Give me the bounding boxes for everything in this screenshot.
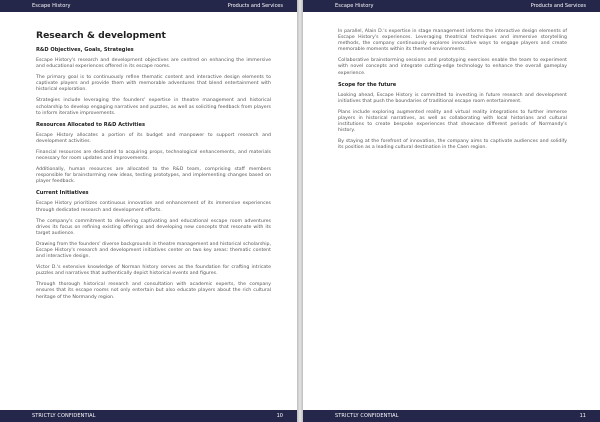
heading-objectives: R&D Objectives, Goals, Strategies [36, 47, 134, 53]
heading-resources: Resources Allocated to R&D Activities [36, 121, 145, 128]
paragraph: Additionally, human resources are allocated to the R&D team, comprising staff members responsible for brainstorming new ideas, testing prototypes, and implementing changes based on player feedback. [36, 167, 271, 185]
paragraph: The primary goal is to continuously refine thematic content and interactive design elements to captivate players and provide them with memorable adventures that blend entertainment with historical exploration. [36, 75, 271, 93]
header-section: Products and Services [227, 3, 283, 9]
paragraph: Drawing from the founders' diverse backgrounds in theatre management and historical scholarship, Escape History's research and development initiatives center on two key areas: thematic content and interactive design. [36, 241, 271, 260]
page-title: Research & development [36, 30, 166, 41]
footer-confidential: STRICTLY CONFIDENTIAL [32, 413, 96, 419]
page-footer [0, 410, 297, 422]
paragraph: Escape History's research and development objectives are centred on enhancing the immersive and educational experiences offered in its escape rooms. [36, 58, 271, 70]
footer-confidential: STRICTLY CONFIDENTIAL [335, 413, 399, 419]
header-doc-title: Escape History [32, 3, 71, 9]
page-left [0, 0, 297, 422]
page-number: 10 [276, 413, 283, 419]
paragraph: By staying at the forefront of innovation, the company aims to captivate audiences and solidify its position as a leading cultural destination in the Caen region. [338, 139, 567, 151]
paragraph: Escape History prioritizes continuous innovation and enhancement of its immersive experiences through dedicated research and development efforts. [36, 201, 271, 213]
header-section: Products and Services [530, 3, 586, 9]
page-header [303, 0, 600, 12]
page-content [36, 20, 271, 406]
page-footer [303, 410, 600, 422]
paragraph: Strategies include leveraging the founders' expertise in theatre management and historical scholarship to develop engaging narratives and puzzles, as well as soliciting feedback from players to inform iterative improvements. [36, 98, 271, 116]
paragraph: Victor D.'s extensive knowledge of Norman history serves as the foundation for crafting intricate puzzles and narratives that authentically depict historical events and figures. [36, 265, 271, 277]
page-right [303, 0, 600, 422]
paragraph: Looking ahead, Escape History is committed to investing in future research and development initiatives that push the boundaries of traditional escape room entertainment. [338, 92, 567, 104]
heading-current-initiatives: Current Initiatives [36, 190, 89, 197]
paragraph: Collaborative brainstorming sessions and prototyping exercises enable the team to experiment with novel concepts and integrate cutting-edge technology to enhance the overall gameplay experience. [338, 58, 567, 76]
paragraph: Plans include exploring augmented reality and virtual reality integrations to further immerse players in historical narratives, as well as collaborating with local historians and cultural institutions to create bespoke experiences that showcase different periods of Normandy's history. [338, 109, 567, 134]
paragraph: Through thorough historical research and consultation with academic experts, the company ensures that its escape rooms not only entertain but also educate players about the rich cultural heritage of the Normandy region. [36, 282, 271, 300]
paragraph: Escape History allocates a portion of its budget and manpower to support research and development activities. [36, 132, 271, 144]
page-number: 11 [579, 413, 586, 419]
header-doc-title: Escape History [335, 3, 374, 9]
page-content [338, 29, 567, 406]
page-header [0, 0, 297, 12]
paragraph: In parallel, Alain D.'s expertise in stage management informs the interactive design elements of Escape History's experiences. Leveraging theatrical techniques and immersive storytelling methods, the company continuously explores innovative ways to engage players and create memorable moments within its themed environments. [338, 29, 567, 53]
paragraph: The company's commitment to delivering captivating and educational escape room adventures drives its focus on refining existing offerings and developing new concepts that resonate with its target audience. [36, 218, 271, 236]
paragraph: Financial resources are dedicated to acquiring props, technological enhancements, and materials necessary for room updates and improvements. [36, 149, 271, 162]
heading-future: Scope for the future [338, 81, 397, 88]
